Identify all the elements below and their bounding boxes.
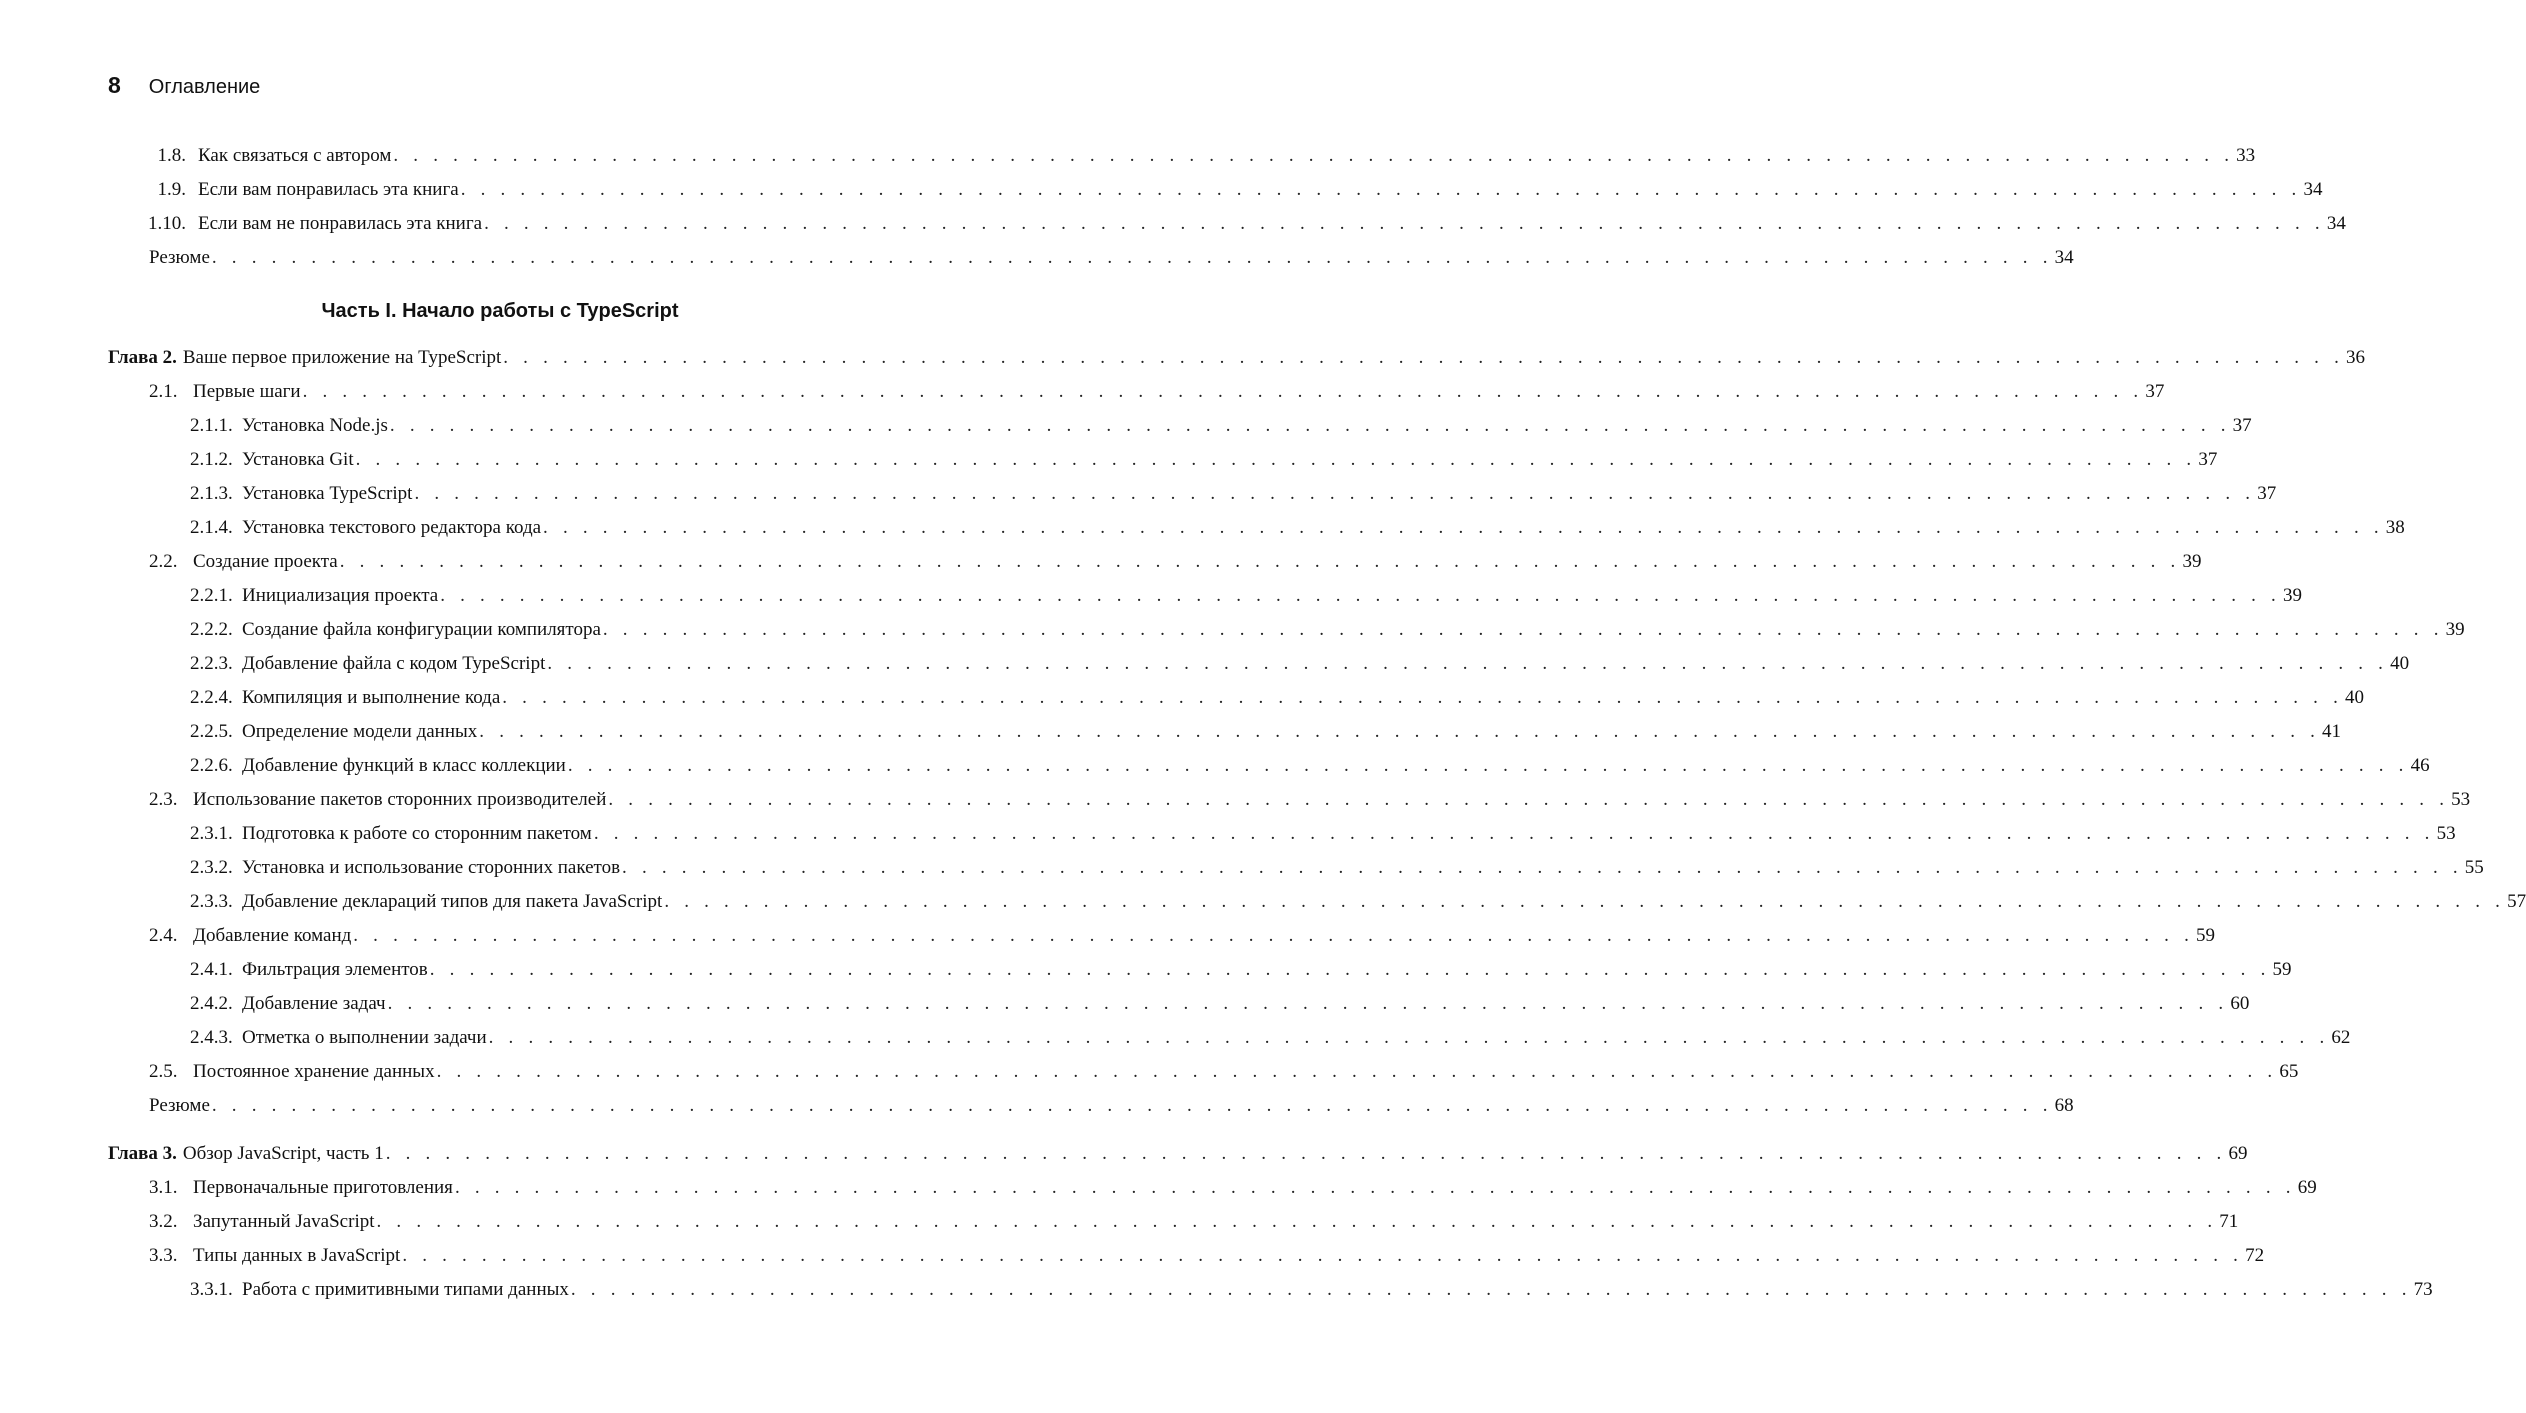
toc-entry-page: 72: [2245, 1245, 2265, 1266]
toc-entry-number: 2.3.2.: [190, 857, 233, 878]
dot-leader: . . . . . . . . . . . . . . . . . . . . . . . . . . . . . . . . . . . . . . . . . . . . . . . . . . . . . . . . . . . . . . . . . . . . . . . . . . . . . . . . . . . . . . . . . . . . .: [547, 653, 2389, 674]
toc-entry-number: 1.9.: [157, 179, 186, 200]
dot-leader: . . . . . . . . . . . . . . . . . . . . . . . . . . . . . . . . . . . . . . . . . . . . . . . . . . . . . . . . . . . . . . . . . . . . . . . . . . . . . . . . . . . . . . . . . . . . .: [402, 1245, 2244, 1266]
dot-leader: . . . . . . . . . . . . . . . . . . . . . . . . . . . . . . . . . . . . . . . . . . . . . . . . . . . . . . . . . . . . . . . . . . . . . . . . . . . . . . . . . . . . . . . . . . . . .: [353, 925, 2195, 946]
toc-entry-2-3-3[interactable]: [0, 885, 2526, 919]
chapter-title: Обзор JavaScript, часть 1: [182, 1143, 384, 1164]
toc-entry-page: 73: [2413, 1279, 2433, 1300]
toc-entry-title: Создание файла конфигурации компилятора: [242, 619, 601, 640]
toc-entry-title: Резюме: [149, 1095, 210, 1116]
dot-leader: . . . . . . . . . . . . . . . . . . . . . . . . . . . . . . . . . . . . . . . . . . . . . . . . . . . . . . . . . . . . . . . . . . . . . . . . . . . . . . . . . . . . . . . . . . . . .: [484, 213, 2325, 234]
toc-entry-number: 2.2.2.: [190, 619, 233, 640]
dot-leader: . . . . . . . . . . . . . . . . . . . . . . . . . . . . . . . . . . . . . . . . . . . . . . . . . . . . . . . . . . . . . . . . . . . . . . . . . . . . . . . . . . . . . . . . . . . . .: [454, 1177, 2296, 1198]
toc-entry-title: Отметка о выполнении задачи: [242, 1027, 487, 1048]
part-heading: Часть I. Начало работы с TypeScript: [321, 300, 679, 322]
toc-entry-number: 1.8.: [157, 145, 186, 166]
toc-entry-number: 2.2.4.: [190, 687, 233, 708]
toc-entry-page: 57: [2507, 891, 2526, 912]
toc-entry-2-3-1[interactable]: [0, 817, 2456, 851]
toc-entry-number: 2.3.1.: [190, 823, 233, 844]
toc-entry-title: Первые шаги: [193, 381, 301, 402]
toc-entry-title: Первоначальные приготовления: [193, 1177, 453, 1198]
dot-leader: . . . . . . . . . . . . . . . . . . . . . . . . . . . . . . . . . . . . . . . . . . . . . . . . . . . . . . . . . . . . . . . . . . . . . . . . . . . . . . . . . . . . . . . . . . . . .: [339, 551, 2181, 572]
dot-leader: . . . . . . . . . . . . . . . . . . . . . . . . . . . . . . . . . . . . . . . . . . . . . . . . . . . . . . . . . . . . . . . . . . . . . . . . . . . . . . . . . . . . . . . . . . . . .: [664, 891, 2506, 912]
toc-entry-page: 34: [2054, 247, 2074, 268]
toc-entry-2-4-2[interactable]: [0, 987, 2250, 1021]
toc-entry-page: 71: [2219, 1211, 2239, 1232]
toc-entry-summary-ch2[interactable]: [0, 1089, 2074, 1123]
toc-entry-page: 39: [2445, 619, 2465, 640]
toc-entry-title: Установка текстового редактора кода: [242, 517, 542, 538]
toc-entry-title: Установка TypeScript: [242, 483, 413, 504]
dot-leader: . . . . . . . . . . . . . . . . . . . . . . . . . . . . . . . . . . . . . . . . . . . . . . . . . . . . . . . . . . . . . . . . . . . . . . . . . . . . . . . . . . . . . . . . . . . . .: [503, 347, 2345, 368]
dot-leader: . . . . . . . . . . . . . . . . . . . . . . . . . . . . . . . . . . . . . . . . . . . . . . . . . . . . . . . . . . . . . . . . . . . . . . . . . . . . . . . . . . . . . . . . . . . . .: [429, 959, 2271, 980]
toc-entry-number: 2.2.3.: [190, 653, 233, 674]
toc-entry-page: 53: [2451, 789, 2471, 810]
toc-entry-2-4-3[interactable]: [0, 1021, 2351, 1055]
chapter-label: Глава 2.: [108, 347, 177, 368]
toc-entry-page: 37: [2257, 483, 2277, 504]
toc-entry-2-1-1[interactable]: [0, 409, 2252, 443]
toc-entry-1-8[interactable]: [0, 139, 2256, 173]
toc-entry-title: Установка Git: [242, 449, 354, 470]
toc-entry-2-4[interactable]: [0, 919, 2216, 953]
toc-entry-page: 53: [2436, 823, 2456, 844]
toc-entry-title: Установка и использование сторонних пакетов: [242, 857, 621, 878]
toc-entry-2-1-3[interactable]: [0, 477, 2277, 511]
toc-entry-page: 41: [2322, 721, 2342, 742]
toc-chapter-3[interactable]: [0, 1137, 2248, 1171]
toc-entry-title: Запутанный JavaScript: [193, 1211, 375, 1232]
chapter-title: Ваше первое приложение на TypeScript: [182, 347, 502, 368]
toc-entry-number: 3.1.: [149, 1177, 178, 1198]
dot-leader: . . . . . . . . . . . . . . . . . . . . . . . . . . . . . . . . . . . . . . . . . . . . . . . . . . . . . . . . . . . . . . . . . . . . . . . . . . . . . . . . . . . . . . . . . . . . .: [567, 755, 2409, 776]
dot-leader: . . . . . . . . . . . . . . . . . . . . . . . . . . . . . . . . . . . . . . . . . . . . . . . . . . . . . . . . . . . . . . . . . . . . . . . . . . . . . . . . . . . . . . . . . . . . .: [385, 1143, 2227, 1164]
toc-entry-number: 2.1.: [149, 381, 178, 402]
toc-entry-page: 65: [2279, 1061, 2299, 1082]
toc-entry-number: 2.2.6.: [190, 755, 233, 776]
toc-entry-page: 36: [2346, 347, 2366, 368]
toc-entry-number: 2.3.: [149, 789, 178, 810]
toc-entry-2-5[interactable]: [0, 1055, 2299, 1089]
toc-entry-title: Резюме: [149, 247, 210, 268]
dot-leader: . . . . . . . . . . . . . . . . . . . . . . . . . . . . . . . . . . . . . . . . . . . . . . . . . . . . . . . . . . . . . . . . . . . . . . . . . . . . . . . . . . . . . . . . . . . . .: [602, 619, 2444, 640]
toc-entry-title: Добавление функций в класс коллекции: [242, 755, 566, 776]
toc-entry-2-3-2[interactable]: [0, 851, 2484, 885]
toc-entry-page: 60: [2230, 993, 2250, 1014]
toc-entry-number: 3.2.: [149, 1211, 178, 1232]
toc-entry-title: Добавление файла с кодом TypeScript: [242, 653, 546, 674]
toc-entry-2-4-1[interactable]: [0, 953, 2292, 987]
toc-entry-number: 2.3.3.: [190, 891, 233, 912]
toc-entry-page: 59: [2272, 959, 2292, 980]
toc-entry-page: 37: [2198, 449, 2218, 470]
dot-leader: . . . . . . . . . . . . . . . . . . . . . . . . . . . . . . . . . . . . . . . . . . . . . . . . . . . . . . . . . . . . . . . . . . . . . . . . . . . . . . . . . . . . . . . . . . . . .: [622, 857, 2463, 878]
toc-entry-title: Типы данных в JavaScript: [193, 1245, 401, 1266]
toc-entry-title: Использование пакетов сторонних производителей: [193, 789, 607, 810]
dot-leader: . . . . . . . . . . . . . . . . . . . . . . . . . . . . . . . . . . . . . . . . . . . . . . . . . . . . . . . . . . . . . . . . . . . . . . . . . . . . . . . . . . . . . . . . . . . . .: [393, 145, 2235, 166]
toc-entry-3-3-1[interactable]: [0, 1273, 2433, 1307]
toc-entry-title: Если вам не понравилась эта книга: [198, 213, 483, 234]
toc-entry-number: 3.3.: [149, 1245, 178, 1266]
dot-leader: . . . . . . . . . . . . . . . . . . . . . . . . . . . . . . . . . . . . . . . . . . . . . . . . . . . . . . . . . . . . . . . . . . . . . . . . . . . . . . . . . . . . . . . . . . . . .: [355, 449, 2197, 470]
toc-entry-title: Инициализация проекта: [242, 585, 439, 606]
toc-entry-number: 1.10.: [148, 213, 186, 234]
dot-leader: . . . . . . . . . . . . . . . . . . . . . . . . . . . . . . . . . . . . . . . . . . . . . . . . . . . . . . . . . . . . . . . . . . . . . . . . . . . . . . . . . . . . . . . . . . . . .: [302, 381, 2144, 402]
toc-entry-number: 2.5.: [149, 1061, 178, 1082]
dot-leader: . . . . . . . . . . . . . . . . . . . . . . . . . . . . . . . . . . . . . . . . . . . . . . . . . . . . . . . . . . . . . . . . . . . . . . . . . . . . . . . . . . . . . . . . . . . . .: [211, 1095, 2053, 1116]
toc-entry-page: 46: [2410, 755, 2430, 776]
dot-leader: . . . . . . . . . . . . . . . . . . . . . . . . . . . . . . . . . . . . . . . . . . . . . . . . . . . . . . . . . . . . . . . . . . . . . . . . . . . . . . . . . . . . . . . . . . . . .: [211, 247, 2053, 268]
toc-entry-page: 40: [2345, 687, 2365, 708]
toc-entry-title: Создание проекта: [193, 551, 338, 572]
dot-leader: . . . . . . . . . . . . . . . . . . . . . . . . . . . . . . . . . . . . . . . . . . . . . . . . . . . . . . . . . . . . . . . . . . . . . . . . . . . . . . . . . . . . . . . . . . . . .: [389, 415, 2231, 436]
toc-entry-2-2-3[interactable]: [0, 647, 2410, 681]
toc-entry-page: 62: [2331, 1027, 2351, 1048]
toc-entry-number: 2.4.2.: [190, 993, 233, 1014]
toc-entry-page: 69: [2228, 1143, 2248, 1164]
toc-entry-3-3[interactable]: [0, 1239, 2265, 1273]
toc-entry-number: 2.1.4.: [190, 517, 233, 538]
dot-leader: . . . . . . . . . . . . . . . . . . . . . . . . . . . . . . . . . . . . . . . . . . . . . . . . . . . . . . . . . . . . . . . . . . . . . . . . . . . . . . . . . . . . . . . . . . . . .: [488, 1027, 2330, 1048]
toc-entry-2-1-4[interactable]: [0, 511, 2405, 545]
toc-entry-page: 68: [2054, 1095, 2074, 1116]
toc-entry-title: Как связаться с автором: [198, 145, 392, 166]
toc-entry-number: 2.1.1.: [190, 415, 233, 436]
chapter-label: Глава 3.: [108, 1143, 177, 1164]
toc-entry-title: Добавление команд: [193, 925, 352, 946]
dot-leader: . . . . . . . . . . . . . . . . . . . . . . . . . . . . . . . . . . . . . . . . . . . . . . . . . . . . . . . . . . . . . . . . . . . . . . . . . . . . . . . . . . . . . . . . . . . . .: [479, 721, 2321, 742]
dot-leader: . . . . . . . . . . . . . . . . . . . . . . . . . . . . . . . . . . . . . . . . . . . . . . . . . . . . . . . . . . . . . . . . . . . . . . . . . . . . . . . . . . . . . . . . . . . . .: [387, 993, 2229, 1014]
toc-entry-title: Фильтрация элементов: [242, 959, 428, 980]
toc-entry-title: Установка Node.js: [242, 415, 388, 436]
toc-entry-number: 2.2.: [149, 551, 178, 572]
toc-entry-title: Компиляция и выполнение кода: [242, 687, 501, 708]
toc-entry-title: Определение модели данных: [242, 721, 478, 742]
toc-entry-number: 2.2.1.: [190, 585, 233, 606]
toc-entry-1-9[interactable]: [0, 173, 2323, 207]
toc-entry-page: 34: [2326, 213, 2346, 234]
toc-entry-2-2-4[interactable]: [0, 681, 2365, 715]
toc-entry-2-2-6[interactable]: [0, 749, 2430, 783]
toc-entry-page: 39: [2182, 551, 2202, 572]
dot-leader: . . . . . . . . . . . . . . . . . . . . . . . . . . . . . . . . . . . . . . . . . . . . . . . . . . . . . . . . . . . . . . . . . . . . . . . . . . . . . . . . . . . . . . . . . . . . .: [608, 789, 2450, 810]
toc-entry-title: Добавление задач: [242, 993, 386, 1014]
toc-entry-title: Работа с примитивными типами данных: [242, 1279, 569, 1300]
running-head: [108, 72, 260, 108]
toc-entry-page: 69: [2297, 1177, 2317, 1198]
toc-entry-3-2[interactable]: [0, 1205, 2239, 1239]
toc-entry-number: 3.3.1.: [190, 1279, 233, 1300]
toc-entry-title: Постоянное хранение данных: [193, 1061, 435, 1082]
toc-entry-number: 2.2.5.: [190, 721, 233, 742]
toc-entry-page: 55: [2464, 857, 2484, 878]
toc-entry-page: 34: [2303, 179, 2323, 200]
toc-chapter-2[interactable]: [0, 341, 2366, 375]
toc-entry-1-10[interactable]: [0, 207, 2346, 241]
dot-leader: . . . . . . . . . . . . . . . . . . . . . . . . . . . . . . . . . . . . . . . . . . . . . . . . . . . . . . . . . . . . . . . . . . . . . . . . . . . . . . . . . . . . . . . . . . . . .: [460, 179, 2302, 200]
running-title: Оглавление: [148, 76, 261, 98]
toc-entry-number: 2.1.2.: [190, 449, 233, 470]
toc-entry-title: Подготовка к работе со сторонним пакетом: [242, 823, 592, 844]
toc-entry-page: 33: [2236, 145, 2256, 166]
toc-entry-2-1-2[interactable]: [0, 443, 2218, 477]
dot-leader: . . . . . . . . . . . . . . . . . . . . . . . . . . . . . . . . . . . . . . . . . . . . . . . . . . . . . . . . . . . . . . . . . . . . . . . . . . . . . . . . . . . . . . . . . . . . .: [414, 483, 2256, 504]
toc-entry-page: 38: [2385, 517, 2405, 538]
toc-entry-2-2-1[interactable]: [0, 579, 2302, 613]
dot-leader: . . . . . . . . . . . . . . . . . . . . . . . . . . . . . . . . . . . . . . . . . . . . . . . . . . . . . . . . . . . . . . . . . . . . . . . . . . . . . . . . . . . . . . . . . . . . .: [502, 687, 2344, 708]
toc-entry-title: Если вам понравилась эта книга: [198, 179, 459, 200]
toc-entry-number: 2.4.3.: [190, 1027, 233, 1048]
toc-entry-2-1[interactable]: [0, 375, 2165, 409]
toc-entry-number: 2.4.1.: [190, 959, 233, 980]
toc-entry-2-2-5[interactable]: [0, 715, 2342, 749]
toc-entry-summary-ch1[interactable]: [0, 241, 2074, 275]
toc-entry-page: 37: [2145, 381, 2165, 402]
toc-entry-page: 40: [2390, 653, 2410, 674]
dot-leader: . . . . . . . . . . . . . . . . . . . . . . . . . . . . . . . . . . . . . . . . . . . . . . . . . . . . . . . . . . . . . . . . . . . . . . . . . . . . . . . . . . . . . . . . . . . . .: [440, 585, 2281, 606]
toc-entry-page: 59: [2196, 925, 2216, 946]
toc-entry-3-1[interactable]: [0, 1171, 2317, 1205]
page-number: 8: [108, 72, 121, 98]
toc-entry-2-2[interactable]: [0, 545, 2202, 579]
toc-entry-number: 2.4.: [149, 925, 178, 946]
toc-entry-page: 39: [2282, 585, 2302, 606]
toc-entry-2-2-2[interactable]: [0, 613, 2465, 647]
dot-leader: . . . . . . . . . . . . . . . . . . . . . . . . . . . . . . . . . . . . . . . . . . . . . . . . . . . . . . . . . . . . . . . . . . . . . . . . . . . . . . . . . . . . . . . . . . . . .: [376, 1211, 2218, 1232]
dot-leader: . . . . . . . . . . . . . . . . . . . . . . . . . . . . . . . . . . . . . . . . . . . . . . . . . . . . . . . . . . . . . . . . . . . . . . . . . . . . . . . . . . . . . . . . . . . . .: [543, 517, 2384, 538]
dot-leader: . . . . . . . . . . . . . . . . . . . . . . . . . . . . . . . . . . . . . . . . . . . . . . . . . . . . . . . . . . . . . . . . . . . . . . . . . . . . . . . . . . . . . . . . . . . . .: [436, 1061, 2278, 1082]
toc-entry-2-3[interactable]: [0, 783, 2471, 817]
dot-leader: . . . . . . . . . . . . . . . . . . . . . . . . . . . . . . . . . . . . . . . . . . . . . . . . . . . . . . . . . . . . . . . . . . . . . . . . . . . . . . . . . . . . . . . . . . . . .: [593, 823, 2435, 844]
toc-entry-number: 2.1.3.: [190, 483, 233, 504]
dot-leader: . . . . . . . . . . . . . . . . . . . . . . . . . . . . . . . . . . . . . . . . . . . . . . . . . . . . . . . . . . . . . . . . . . . . . . . . . . . . . . . . . . . . . . . . . . . . .: [570, 1279, 2412, 1300]
toc-entry-title: Добавление деклараций типов для пакета JavaScript: [242, 891, 663, 912]
toc-entry-page: 37: [2232, 415, 2252, 436]
